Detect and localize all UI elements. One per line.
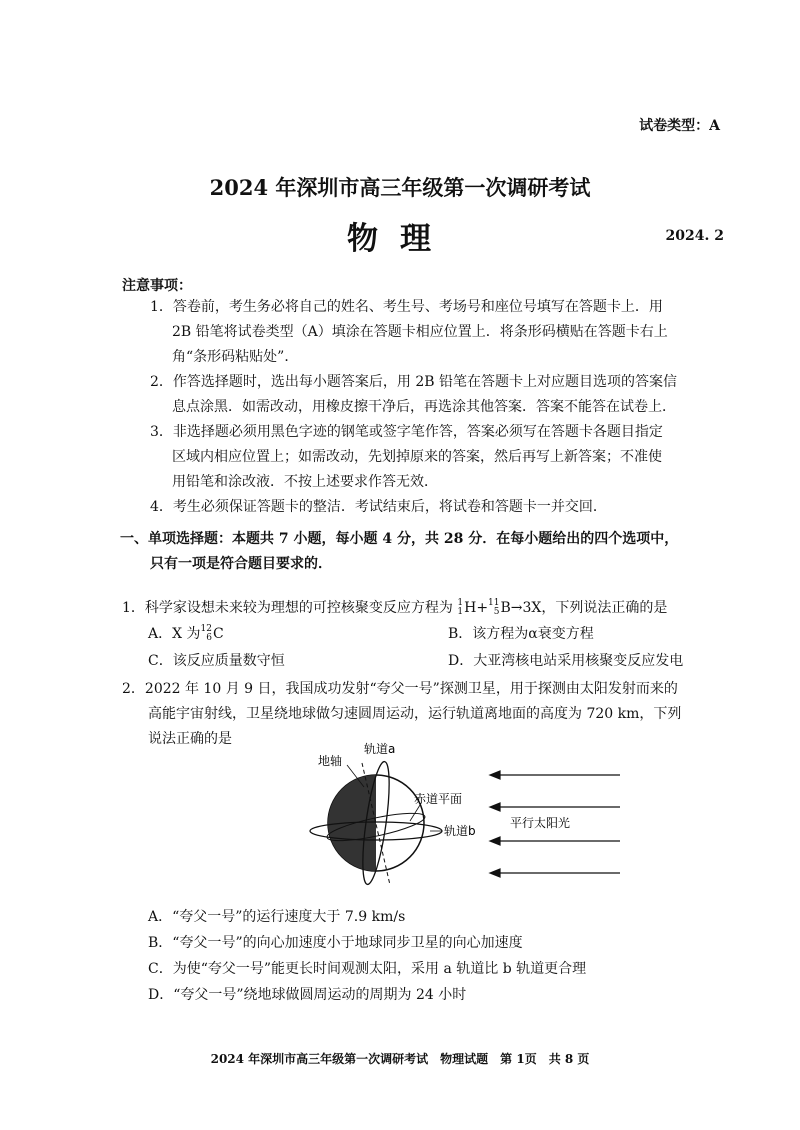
notice-line: 4．考生必须保证答题卡的整洁．考试结束后，将试卷和答题卡一并交回． (150, 499, 607, 515)
question-2-option-b[interactable]: B．“夸父一号”的向心加速度小于地球同步卫星的向心加速度 (148, 935, 523, 951)
notice-heading: 注意事项： (122, 278, 192, 294)
section-heading: 一、单项选择题：本题共 7 小题，每小题 4 分，共 28 分．在每小题给出的四个选项中， (120, 531, 679, 547)
question-1-option-c[interactable]: C．该反应质量数守恒 (148, 653, 285, 669)
notice-line: 区域内相应位置上；如需改动，先划掉原来的答案，然后再写上新答案；不准使 (172, 449, 662, 465)
question-1-option-a[interactable]: A．X 为 12 6 C (148, 624, 224, 643)
question-1-option-b[interactable]: B．该方程为α衰变方程 (448, 626, 594, 642)
exam-type-label: 试卷类型：A (639, 118, 720, 134)
page-footer: 2024 年深圳市高三年级第一次调研考试 物理试题 第 1页 共 8 页 (210, 1052, 590, 1066)
question-2-option-d[interactable]: D．“夸父一号”绕地球做圆周运动的周期为 24 小时 (148, 987, 467, 1003)
nuclide-c: 12 6 (200, 624, 212, 643)
nuclide-b: 11 5 (488, 598, 500, 617)
question-2-option-a[interactable]: A．“夸父一号”的运行速度大于 7.9 km/s (148, 909, 406, 925)
notice-line: 3．非选择题必须用黑色字迹的钢笔或签字笔作答，答案必须写在答题卡各题目指定 (150, 424, 663, 440)
earth-orbit-figure (290, 735, 670, 895)
notice-line: 用铅笔和涂改液．不按上述要求作答无效． (172, 474, 438, 490)
question-1-option-d[interactable]: D．大亚湾核电站采用核聚变反应发电 (448, 653, 684, 669)
question-2-stem: 2．2022 年 10 月 9 日，我国成功发射“夸父一号”探测卫星，用于探测由太阳发射而来的 (122, 681, 678, 697)
nuclide-h: 1 1 (457, 598, 464, 617)
sunlight-label: 平行太阳光 (510, 816, 571, 830)
equator-label: 赤道平面 (414, 792, 463, 806)
exam-title: 2024 年深圳市高三年级第一次调研考试 (209, 175, 591, 200)
notice-line: 息点涂黑．如需改动，用橡皮擦干净后，再选涂其他答案．答案不能答在试卷上． (172, 399, 676, 415)
section-heading-cont: 只有一项是符合题目要求的． (150, 556, 332, 572)
notice-line: 2B 铅笔将试卷类型（A）填涂在答题卡相应位置上．将条形码横贴在答题卡右上 (172, 324, 668, 340)
question-2-stem-cont: 高能宇宙射线，卫星绕地球做匀速圆周运动，运行轨道离地面的高度为 720 km，下列 (148, 706, 682, 722)
question-2-stem-cont: 说法正确的是 (148, 731, 232, 747)
notice-line: 1．答卷前，考生务必将自己的姓名、考生号、考场号和座位号填写在答题卡上．用 (150, 299, 663, 315)
notice-line: 角“条形码粘贴处”． (172, 349, 299, 365)
question-2-option-c[interactable]: C．为使“夸父一号”能更长时间观测太阳，采用 a 轨道比 b 轨道更合理 (148, 961, 587, 977)
orbit-a-label: 轨道a (364, 742, 396, 756)
exam-date: 2024. 2 (665, 228, 724, 244)
notice-line: 2．作答选择题时，选出每小题答案后，用 2B 铅笔在答题卡上对应题目选项的答案信 (150, 374, 678, 390)
orbit-b-label: 轨道b (444, 824, 476, 838)
subject-title: 物理 (347, 221, 453, 257)
question-1-stem: 1．科学家设想未来较为理想的可控核聚变反应方程为 1 1 H+ 11 5 B→3X，下列说法正确的是 (122, 598, 668, 617)
axis-label: 地轴 (318, 754, 343, 768)
